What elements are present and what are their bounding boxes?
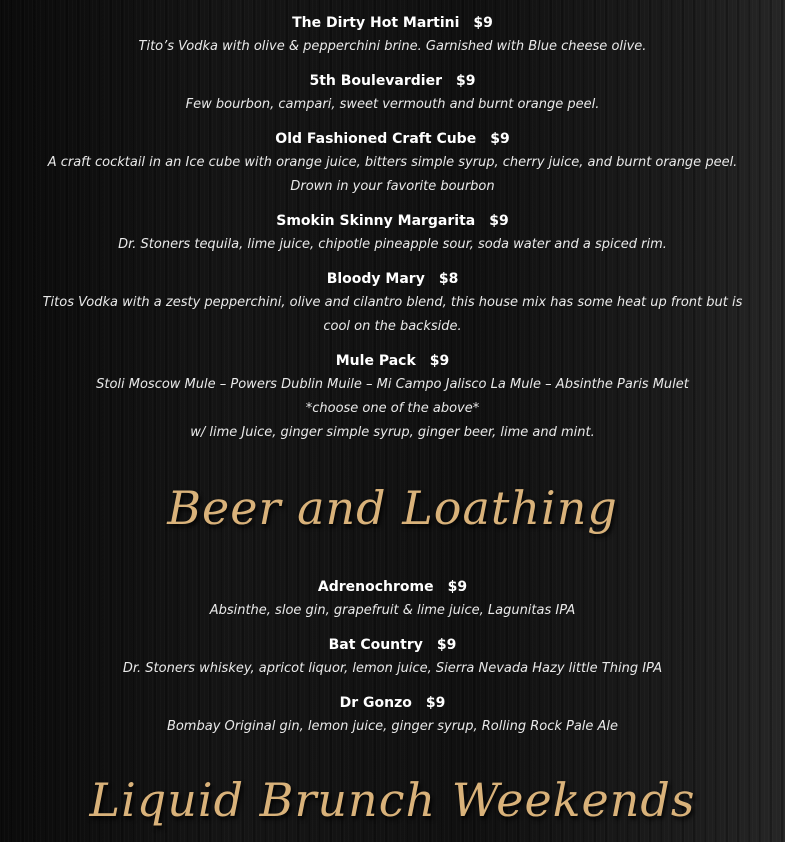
- item-price: $9: [429, 353, 450, 369]
- item-price: $9: [425, 695, 446, 711]
- item-price: $9: [473, 15, 493, 31]
- item-description: Bombay Original gin, lemon juice, ginger syrup, Rolling Rock Pale Ale: [166, 719, 619, 734]
- item-description: Tito’s Vodka with olive & pepperchini brine. Garnished with Blue cheese olive.: [138, 39, 647, 54]
- item-description-line: w/ lime Juice, ginger simple syrup, ginger beer, lime and mint.: [190, 425, 595, 440]
- item-name: Old Fashioned Craft Cube: [275, 131, 477, 147]
- item-name: Smokin Skinny Margarita: [276, 213, 476, 229]
- item-price: $9: [490, 131, 510, 147]
- item-price: $9: [447, 579, 468, 595]
- item-description-line: Stoli Moscow Mule – Powers Dublin Muile – Mi Campo Jalisco La Mule – Absinthe Paris Mulet: [96, 377, 689, 392]
- item-price: $8: [438, 271, 459, 287]
- menu-item-heading: [0, 129, 785, 149]
- menu-item-heading: [0, 211, 785, 231]
- item-name: 5th Boulevardier: [309, 73, 443, 89]
- menu-item-heading: [0, 635, 785, 655]
- menu-item-heading: [0, 71, 785, 91]
- item-name: Adrenochrome: [317, 579, 434, 595]
- menu-item-heading: [0, 577, 785, 597]
- item-name: Bloody Mary: [326, 271, 425, 287]
- item-price: $9: [489, 213, 509, 229]
- menu-item-heading: [0, 269, 785, 289]
- item-description: Absinthe, sloe gin, grapefruit & lime juice, Lagunitas IPA: [209, 603, 576, 618]
- item-price: $9: [456, 73, 476, 89]
- menu-item-heading: [0, 693, 785, 713]
- item-description: Dr. Stoners whiskey, apricot liquor, lemon juice, Sierra Nevada Hazy little Thing IPA: [122, 661, 663, 676]
- item-price: $9: [436, 637, 457, 653]
- item-name: Dr Gonzo: [339, 695, 412, 711]
- item-name: Mule Pack: [335, 353, 416, 369]
- section-title-beer: Beer and Loathing: [167, 481, 618, 535]
- menu-item-heading: [0, 13, 785, 33]
- item-description: Titos Vodka with a zesty pepperchini, olive and cilantro blend, this house mix has some heat up front but is cool on the backside.: [42, 295, 743, 334]
- item-description: Few bourbon, campari, sweet vermouth and burnt orange peel.: [185, 97, 600, 112]
- item-description-line: *choose one of the above*: [305, 401, 480, 416]
- menu-item-heading: [0, 351, 785, 371]
- section-title-brunch: Liquid Brunch Weekends: [89, 773, 696, 827]
- item-description: Dr. Stoners tequila, lime juice, chipotle pineapple sour, soda water and a spiced rim.: [118, 237, 667, 252]
- item-name: Bat Country: [328, 637, 423, 653]
- item-description: A craft cocktail in an Ice cube with orange juice, bitters simple syrup, cherry juice, and burnt orange peel. Drown in your favorite bourbon: [47, 155, 738, 194]
- item-name: The Dirty Hot Martini: [292, 15, 460, 31]
